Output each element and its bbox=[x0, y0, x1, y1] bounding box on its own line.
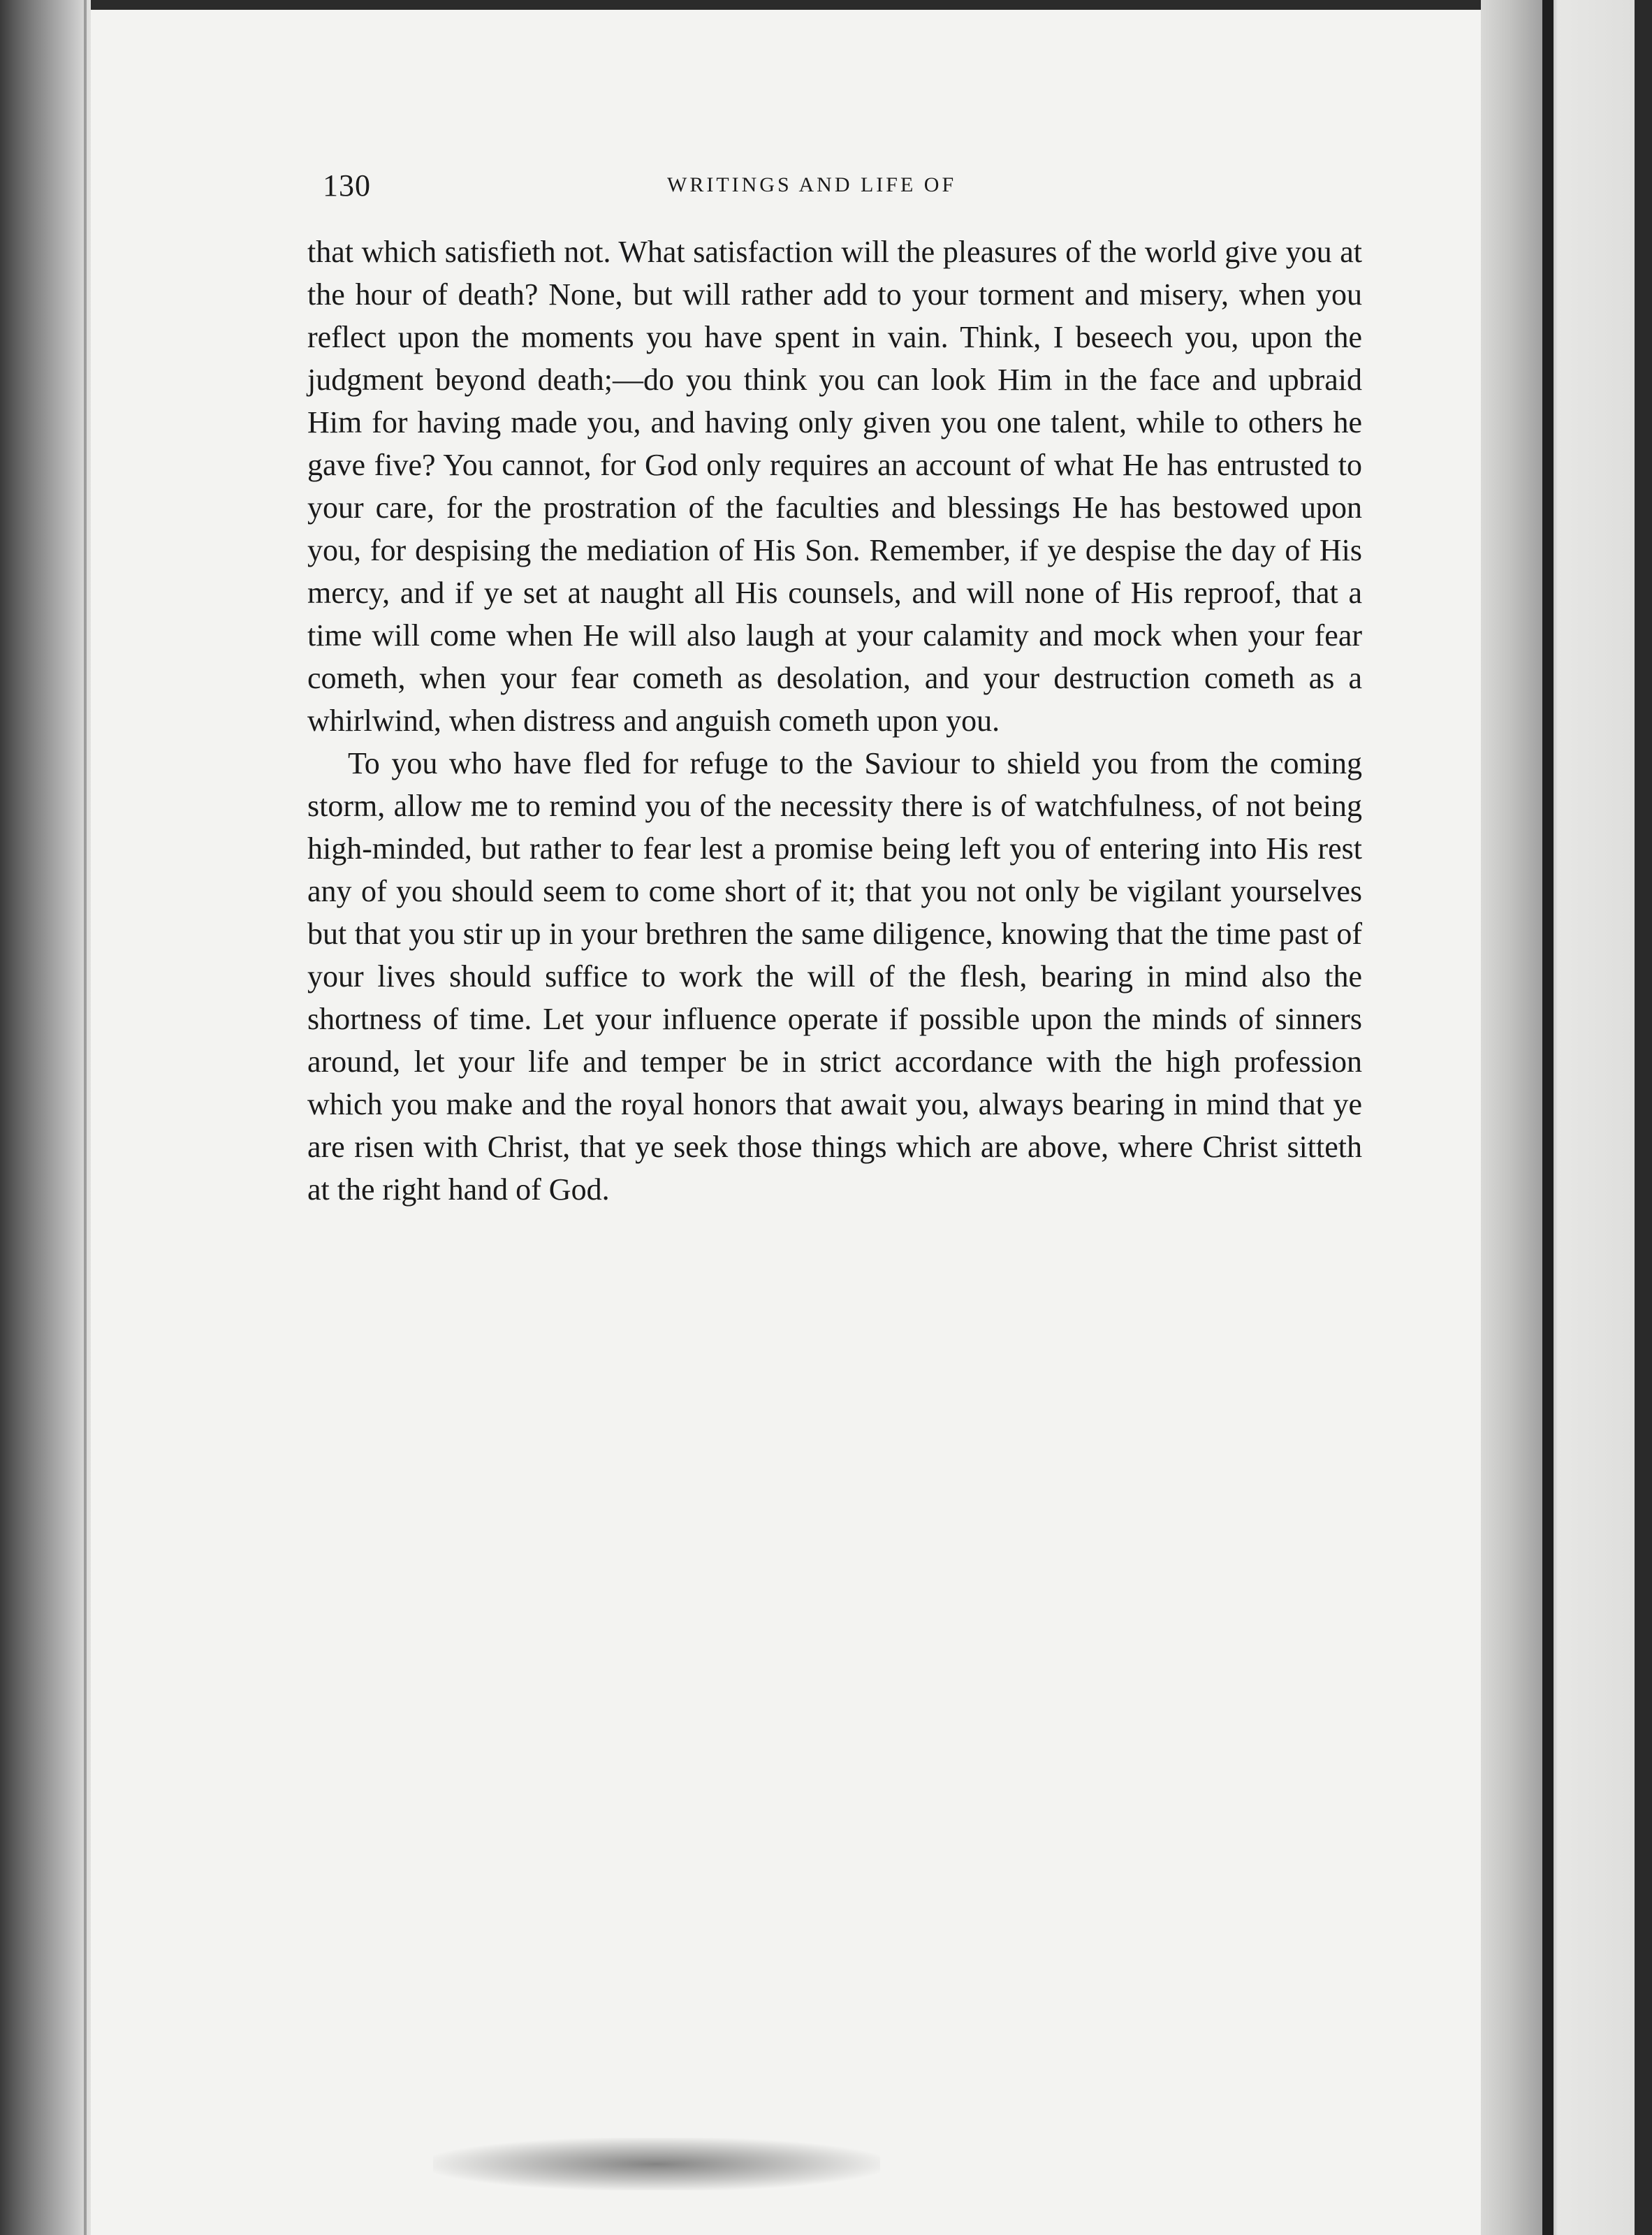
scan-right-edge bbox=[1635, 0, 1652, 2235]
running-head bbox=[307, 168, 1362, 210]
body-text bbox=[307, 231, 1362, 1211]
paragraph-1: that which satisfieth not. What satisfaction will the pleasures of the world give you at the hour of death? None, but will rather add to your torment and misery, when you reflect upon the moments you have spent in vain. Think, I beseech you, upon the judgment beyond death;—do you think you can look Him in the face and upbraid Him for having made you, and having only given you one talent, while to others he gave five? You cannot, for God only requires an account of what He has entrusted to your care, for the prostration of the faculties and blessings He has bestowed upon you, for despising the mediation of His Son. Remember, if ye despise the day of His mercy, and if ye set at naught all His counsels, and will none of His reproof, that a time will come when He will also laugh at your calamity and mock when your fear cometh, when your fear cometh as desolation, and your destruction cometh as a whirlwind, when distress and anguish cometh upon you. bbox=[307, 235, 1362, 738]
scan-binding-shadow bbox=[0, 0, 91, 2235]
scan-top-edge bbox=[0, 0, 1652, 10]
book-page bbox=[307, 168, 1362, 1211]
scan-binding-line bbox=[84, 0, 87, 2235]
scan-bottom-smudge bbox=[433, 2138, 880, 2190]
scan-right-rule bbox=[1542, 0, 1554, 2235]
scan-right-margin bbox=[1481, 0, 1652, 2235]
running-title: WRITINGS AND LIFE OF bbox=[667, 173, 957, 196]
page-number: 130 bbox=[323, 168, 371, 203]
paragraph-2: To you who have fled for refuge to the Saviour to shield you from the coming storm, allow me to remind you of the necessity there is of watchfulness, of not being high-minded, but rather to fear lest a promise being left you of entering into His rest any of you should seem to come short of it; that you not only be vigilant yourselves but that you stir up in your brethren the same diligence, knowing that the time past of your lives should suffice to work the will of the flesh, bearing in mind also the shortness of time. Let your influence operate if possible upon the minds of sinners around, let your life and temper be in strict accordance with the high profession which you make and the royal honors that await you, always bearing in mind that ye are risen with Christ, that ye seek those things which are above, where Christ sitteth at the right hand of God. bbox=[307, 746, 1362, 1207]
